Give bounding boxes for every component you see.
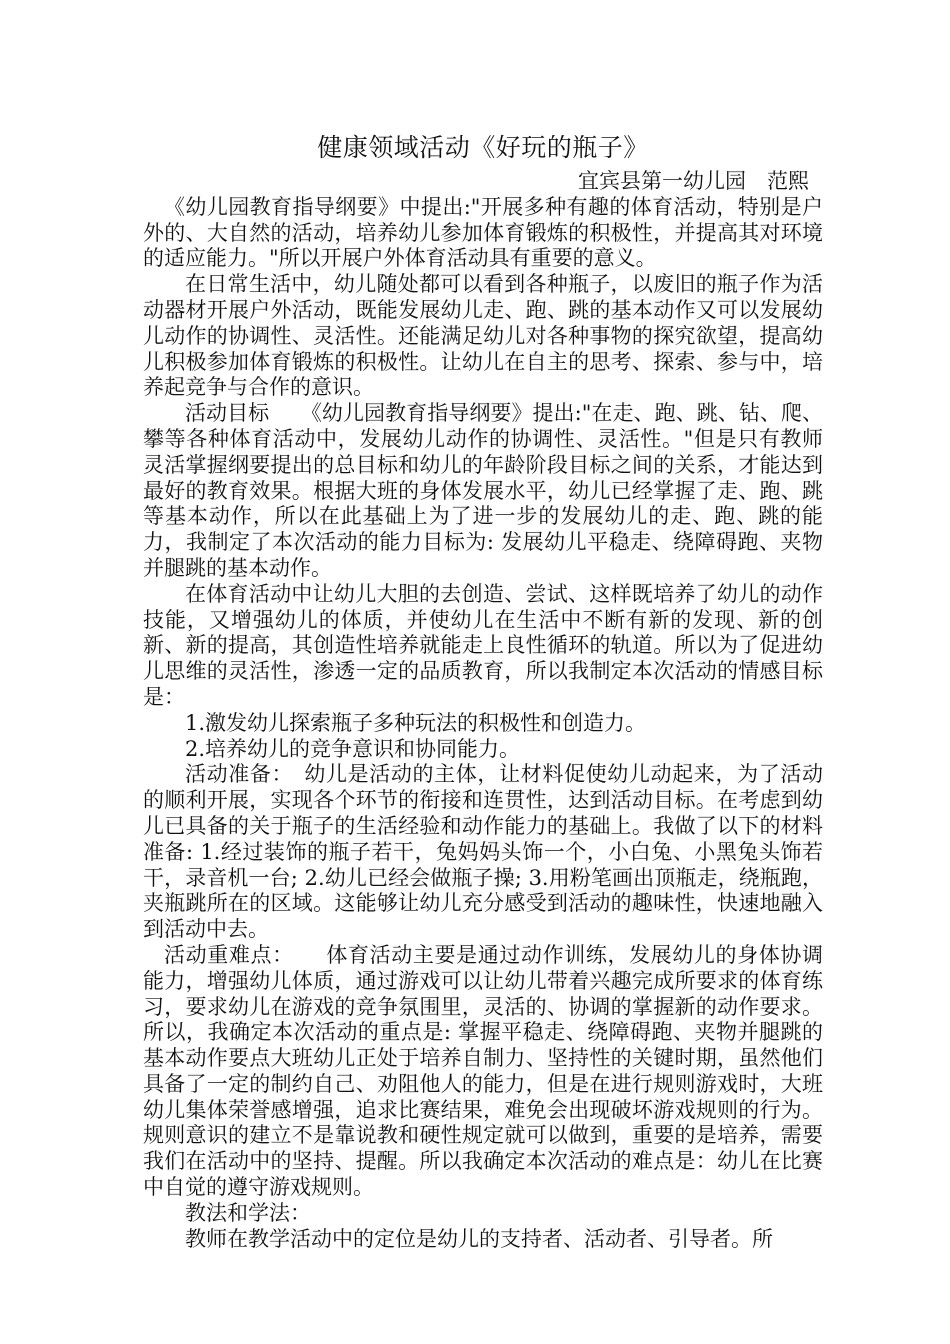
paragraph-activity-goals: 活动目标 《幼儿园教育指导纲要》提出:"在走、跑、跳、钻、爬、攀等各种体育活动中，发展幼儿动作的协调性、灵活性。"但是只有教师灵活掌握纲要提出的总目标和幼儿的年龄阶段目标之间的关系，才能达到最好的教育效果。根据大班的身体发展水平，幼儿已经掌握了走、跑、跳等基本动作，所以在此基础上为了进一步的发展幼儿的走、跑、跳的能力，我制定了本次活动的能力目标为: 发展幼儿平稳走、绕障碍跑、夹物并腿跳的基本动作。 (143, 401, 823, 580)
paragraph-goal-2: 2.培养幼儿的竞争意识和协同能力。 (185, 736, 521, 761)
paragraph-creativity: 在体育活动中让幼儿大胆的去创造、尝试、这样既培养了幼儿的动作技能，又增强幼儿的体质，并使幼儿在生活中不断有新的发现、新的创新、新的提高，其创造性培养就能走上良性循环的轨道。所以为了促进幼儿思维的灵活性，渗透一定的品质教育，所以我制定本次活动的情感目标是： (143, 581, 823, 709)
paragraph-preparation: 活动准备： 幼儿是活动的主体，让材料促使幼儿动起来，为了活动的顺利开展，实现各个环节的衔接和连贯性，达到活动目标。在考虑到幼儿已具备的关于瓶子的生活经验和动作能力的基础上。我做了以下的材料准备: 1.经过装饰的瓶子若干，兔妈妈头饰一个，小白兔、小黑兔头饰若干，录音机一台; 2.幼儿已经会做瓶子操; 3.用粉笔画出顶瓶走，绕瓶跑，夹瓶跳所在的区域。这能够让幼儿充分感受到活动的趣味性，快速地融入到活动中去。 (143, 762, 823, 942)
paragraph-methods-heading: 教法和学法： (185, 1200, 311, 1225)
document-body (143, 131, 823, 1252)
paragraph-intro: 《幼儿园教育指导纲要》中提出:"开展多种有趣的体育活动，特别是户外的、大自然的活动，培养幼儿参加体育锻炼的积极性，并提高其对环境的适应能力。"所以开展户外体育活动具有重要的意义。 (143, 194, 823, 271)
paragraph-teacher-role: 教师在教学活动中的定位是幼儿的支持者、活动者、引导者。所 (185, 1226, 773, 1251)
paragraph-goal-1: 1.激发幼儿探索瓶子多种玩法的积极性和创造力。 (185, 710, 647, 735)
paragraph-key-points: 活动重难点： 体育活动主要是通过动作训练，发展幼儿的身体协调能力，增强幼儿体质，通过游戏可以让幼儿带着兴趣完成所要求的体育练习，要求幼儿在游戏的竞争氛围里，灵活的、协调的掌握新的动作要求。所以，我确定本次活动的重点是: 掌握平稳走、绕障碍跑、夹物并腿跳的基本动作要点大班幼儿正处于培养自制力、坚持性的关键时期，虽然他们具备了一定的制约自己、劝阻他人的能力，但是在进行规则游戏时，大班幼儿集体荣誉感增强，追求比赛结果，难免会出现破坏游戏规则的行为。规则意识的建立不是靠说教和硬性规定就可以做到，重要的是培养，需要我们在活动中的坚持、提醒。所以我确定本次活动的难点是：幼儿在比赛中自觉的遵守游戏规则。 (143, 942, 823, 1200)
document-author: 宜宾县第一幼儿园 范熙 (578, 169, 809, 193)
document-title: 健康领域活动《好玩的瓶子》 (317, 133, 649, 162)
paragraph-daily-life: 在日常生活中，幼儿随处都可以看到各种瓶子，以废旧的瓶子作为活动器材开展户外活动，既能发展幼儿走、跑、跳的基本动作又可以发展幼儿动作的协调性、灵活性。还能满足幼儿对各种事物的探究欲望，提高幼儿积极参加体育锻炼的积极性。让幼儿在自主的思考、探索、参与中，培养起竞争与合作的意识。 (143, 272, 823, 400)
